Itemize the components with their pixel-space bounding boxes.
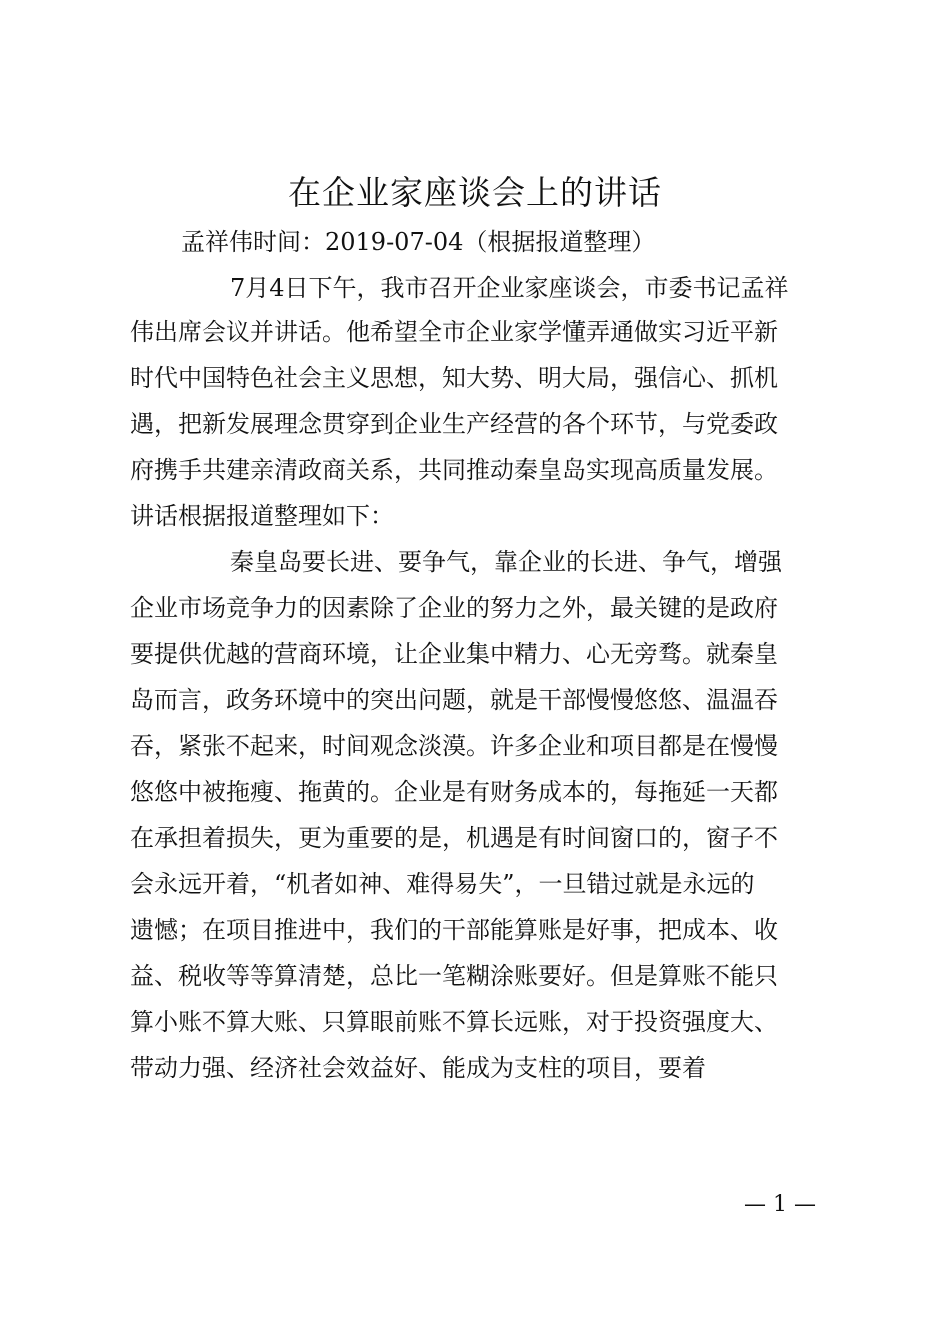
document-title: 在企业家座谈会上的讲话 bbox=[288, 173, 662, 212]
paragraph-1-line: 府携手共建亲清政商关系，共同推动秦皇岛实现高质量发展。 bbox=[130, 456, 778, 484]
paragraph-2-line: 岛而言，政务环境中的突出问题，就是干部慢慢悠悠、温温吞 bbox=[130, 686, 778, 714]
paragraph-2-line: 带动力强、经济社会效益好、能成为支柱的项目，要着 bbox=[130, 1054, 706, 1082]
paragraph-2-line: 在承担着损失，更为重要的是，机遇是有时间窗口的，窗子不 bbox=[130, 824, 778, 852]
paragraph-2-line: 益、税收等等算清楚，总比一笔糊涂账要好。但是算账不能只 bbox=[130, 962, 778, 990]
paragraph-2-line: 算小账不算大账、只算眼前账不算长远账，对于投资强度大、 bbox=[130, 1008, 778, 1036]
paragraph-2-line: 吞，紧张不起来，时间观念淡漠。许多企业和项目都是在慢慢 bbox=[130, 732, 778, 760]
paragraph-2-line: 会永远开着，“机者如神、难得易失”，一旦错过就是永远的 bbox=[130, 870, 755, 898]
paragraph-2-line: 要提供优越的营商环境，让企业集中精力、心无旁骛。就秦皇 bbox=[130, 640, 778, 668]
paragraph-2-line: 遗憾；在项目推进中，我们的干部能算账是好事，把成本、收 bbox=[130, 916, 778, 944]
page-number: — 1 — bbox=[744, 1192, 816, 1217]
paragraph-1-line: 讲话根据报道整理如下： bbox=[130, 502, 394, 530]
byline: 孟祥伟时间：2019-07-04（根据报道整理） bbox=[181, 228, 656, 256]
paragraph-1-line: 伟出席会议并讲话。他希望全市企业家学懂弄通做实习近平新 bbox=[130, 318, 778, 346]
paragraph-2-line: 秦皇岛要长进、要争气，靠企业的长进、争气，增强 bbox=[230, 548, 782, 576]
paragraph-1-line: 时代中国特色社会主义思想，知大势、明大局，强信心、抓机 bbox=[130, 364, 778, 392]
paragraph-2-line: 悠悠中被拖瘦、拖黄的。企业是有财务成本的，每拖延一天都 bbox=[130, 778, 778, 806]
paragraph-2-line: 企业市场竞争力的因素除了企业的努力之外，最关键的是政府 bbox=[130, 594, 778, 622]
paragraph-1-line: 7月4日下午，我市召开企业家座谈会，市委书记孟祥 bbox=[230, 274, 789, 302]
paragraph-1-line: 遇，把新发展理念贯穿到企业生产经营的各个环节，与党委政 bbox=[130, 410, 778, 438]
